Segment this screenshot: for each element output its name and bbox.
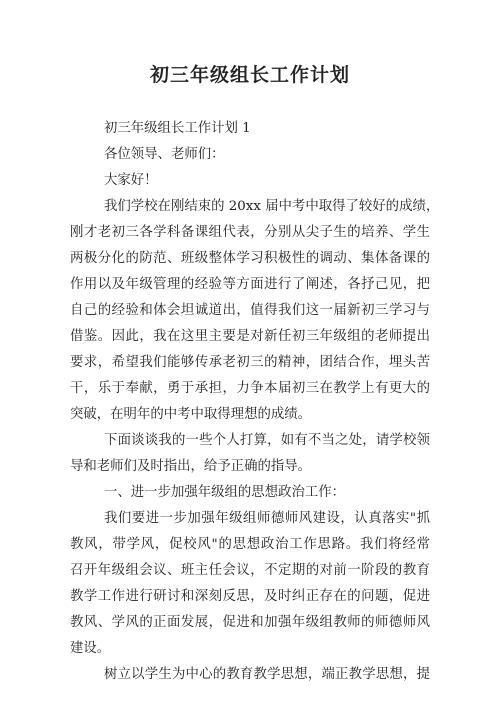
paragraph-line: 自己的经验和体会坦诚道出，值得我们这一届新初三学习与 <box>70 303 430 318</box>
paragraph-line: 教风，带学风，促校风"的思想政治工作思路。我们将经常 <box>70 537 430 552</box>
document-body <box>70 116 440 688</box>
paragraph-line: 教风、学风的正面发展，促进和加强年级组教师的师德师风 <box>70 615 430 630</box>
paragraph-line: 干，乐于奉献，勇于承担，力争本届初三在教学上有更大的 <box>70 381 430 396</box>
paragraph-line: 树立以学生为中心的教育教学思想，端正教学思想，提 <box>104 667 430 682</box>
salutation-line: 各位领导、老师们： <box>104 147 225 162</box>
paragraph-line: 作用以及年级管理的经验等方面进行了阐述，各抒己见，把 <box>70 277 430 292</box>
paragraph-line: 召开年级组会议、班主任会议，不定期的对前一阶段的教育 <box>70 563 430 578</box>
paragraph-line: 刚才老初三各学科备课组代表，分别从尖子生的培养、学生 <box>70 225 430 240</box>
paragraph-line: 建设。 <box>70 641 111 656</box>
section-heading: 一、进一步加强年级组的思想政治工作： <box>104 485 346 500</box>
document-title: 初三年级组长工作计划 <box>149 64 350 86</box>
greeting-line: 大家好！ <box>104 173 158 188</box>
paragraph-line: 导和老师们及时指出，给予正确的指导。 <box>70 459 312 474</box>
paragraph-line: 我们学校在刚结束的 20xx 届中考中取得了较好的成绩， <box>104 199 440 214</box>
paragraph-line: 突破，在明年的中考中取得理想的成绩。 <box>70 407 312 422</box>
paragraph-line: 要求，希望我们能够传承老初三的精神，团结合作，埋头苦 <box>70 355 430 370</box>
paragraph-line: 两极分化的防范、班级整体学习积极性的调动、集体备课的 <box>70 251 430 266</box>
paragraph-line: 下面谈谈我的一些个人打算，如有不当之处，请学校领 <box>104 433 430 448</box>
paragraph-line: 教学工作进行研讨和深刻反思，及时纠正存在的问题，促进 <box>70 589 430 604</box>
subtitle-line: 初三年级组长工作计划 1 <box>104 121 251 136</box>
paragraph-line: 我们要进一步加强年级组师德师风建设，认真落实"抓 <box>104 511 430 526</box>
paragraph-line: 借鉴。因此，我在这里主要是对新任初三年级组的老师提出 <box>70 329 430 344</box>
